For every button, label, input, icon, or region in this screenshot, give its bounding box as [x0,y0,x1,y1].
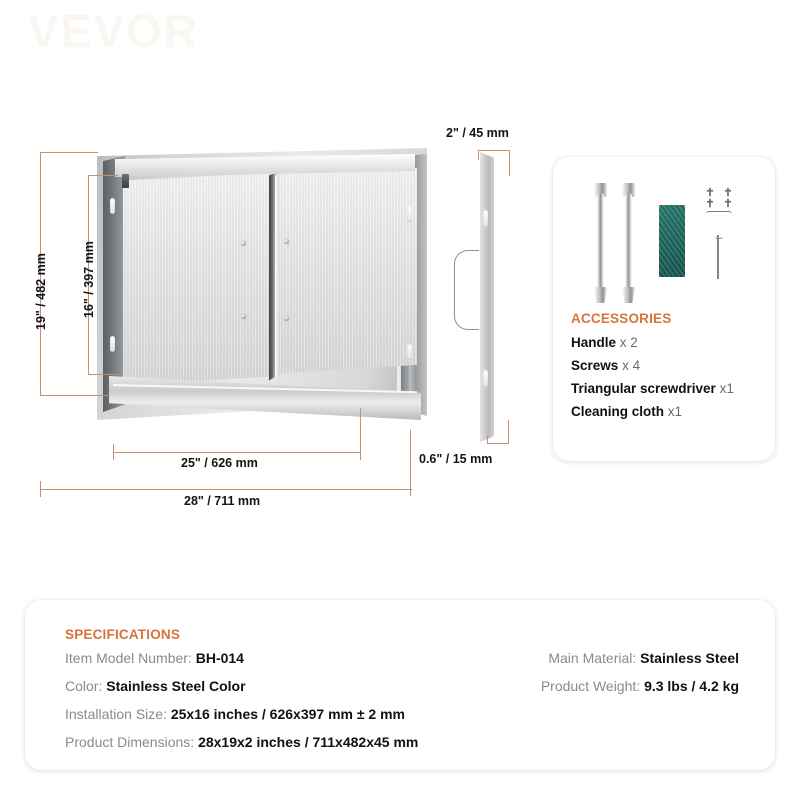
accessory-qty: x 4 [622,358,641,373]
spec-value: 28x19x2 inches / 711x482x45 mm [198,734,419,750]
accessory-qty: x1 [667,404,683,419]
accessory-name: Handle [571,335,617,350]
spec-label: Product Weight: [540,678,641,694]
frame-hinge-slot [407,344,412,360]
dim-tick-height-inner-top [88,175,118,176]
accessories-panel [553,157,775,461]
specifications-panel [25,600,775,770]
product-side-view [470,152,500,442]
accessory-name: Cleaning cloth [571,404,665,419]
dim-tick-width-outer-right [410,430,411,496]
spec-row [439,678,739,694]
dim-line-depth-top [478,150,510,151]
handle-body [625,193,632,291]
side-slot [483,210,488,227]
spec-label: Installation Size: [65,706,167,722]
accessories-images [553,175,775,307]
accessories-text [571,311,771,427]
screw-icon: ✝ [705,198,715,210]
accessory-item [571,358,771,373]
spec-value: BH-014 [195,650,244,666]
specifications-right-column [439,650,739,706]
spec-value: 9.3 lbs / 4.2 kg [644,678,739,694]
dim-label-depth-top: 2" / 45 mm [446,126,509,140]
dim-tick-height-outer-top [40,152,98,153]
spec-value: Stainless Steel [640,650,739,666]
door-rivet [241,314,246,319]
handle-foot [594,287,607,303]
dim-tick-depth-bottom-left [487,436,488,444]
spec-row [65,706,535,722]
dim-line-width-inner [113,452,361,453]
dim-tick-depth-top-left [478,150,479,160]
handle-body [597,193,604,291]
dim-label-width-inner: 25" / 626 mm [181,456,258,470]
spec-label: Item Model Number: [65,650,192,666]
spec-label: Product Dimensions: [65,734,195,750]
frame-hinge-slot [110,336,115,352]
dim-label-depth-bottom: 0.6" / 15 mm [419,452,493,466]
dim-line-width-outer [40,489,412,490]
accessory-item [571,404,771,419]
door-center-stile-highlight [275,170,279,384]
accessory-item [571,335,771,350]
door-panel-left [123,172,271,386]
handle-icon [621,183,636,301]
spec-label: Main Material: [548,650,637,666]
screwdriver-shaft [717,235,719,279]
accessory-name: Screws [571,358,619,373]
brand-watermark: VEVOR [28,5,200,57]
dim-tick-width-inner-right [360,408,361,460]
accessories-heading: ACCESSORIES [571,311,672,326]
handle-icon [593,183,608,301]
spec-value: 25x16 inches / 626x397 mm ± 2 mm [170,706,406,722]
dim-tick-height-inner-bottom [88,374,118,375]
spec-row [65,734,535,750]
screwdriver-loop [706,211,732,239]
cleaning-cloth-icon [659,205,685,277]
frame-hinge-slot [110,198,115,214]
door-rivet [284,239,289,244]
spec-label: Color: [65,678,103,694]
dim-tick-width-inner-left [113,444,114,460]
accessory-qty: x 2 [619,335,638,350]
dim-line-depth-bottom [487,443,509,444]
accessory-item [571,381,771,396]
door-panel-right [277,168,417,382]
door-hinge-hardware [122,174,129,188]
dim-label-width-outer: 28" / 711 mm [184,494,261,508]
frame-hinge-slot [407,206,412,222]
triangular-screwdriver-icon [705,211,731,281]
spec-value: Stainless Steel Color [106,678,246,694]
dim-label-height-outer: 19" / 482 mm [34,253,48,330]
side-slot [483,370,488,387]
dim-tick-height-outer-bottom [40,395,110,396]
spec-row [439,650,739,666]
accessory-name: Triangular screwdriver [571,381,716,396]
product-front-view [97,148,427,438]
handle-foot [622,287,635,303]
door-rivet [284,316,289,321]
screw-icon: ✝ [723,198,733,210]
dim-tick-width-outer-left [40,481,41,497]
screw-icon: ✝ [723,187,733,199]
specifications-heading: SPECIFICATIONS [65,627,181,642]
dim-tick-depth-top-right [509,150,510,176]
dim-label-height-inner: 16" / 397 mm [82,241,96,318]
door-rivet [241,241,246,246]
accessory-qty: x1 [719,381,734,396]
screw-icon: ✝ [705,187,715,199]
dim-tick-depth-bottom-right [508,420,509,444]
side-handle-profile [454,250,479,330]
